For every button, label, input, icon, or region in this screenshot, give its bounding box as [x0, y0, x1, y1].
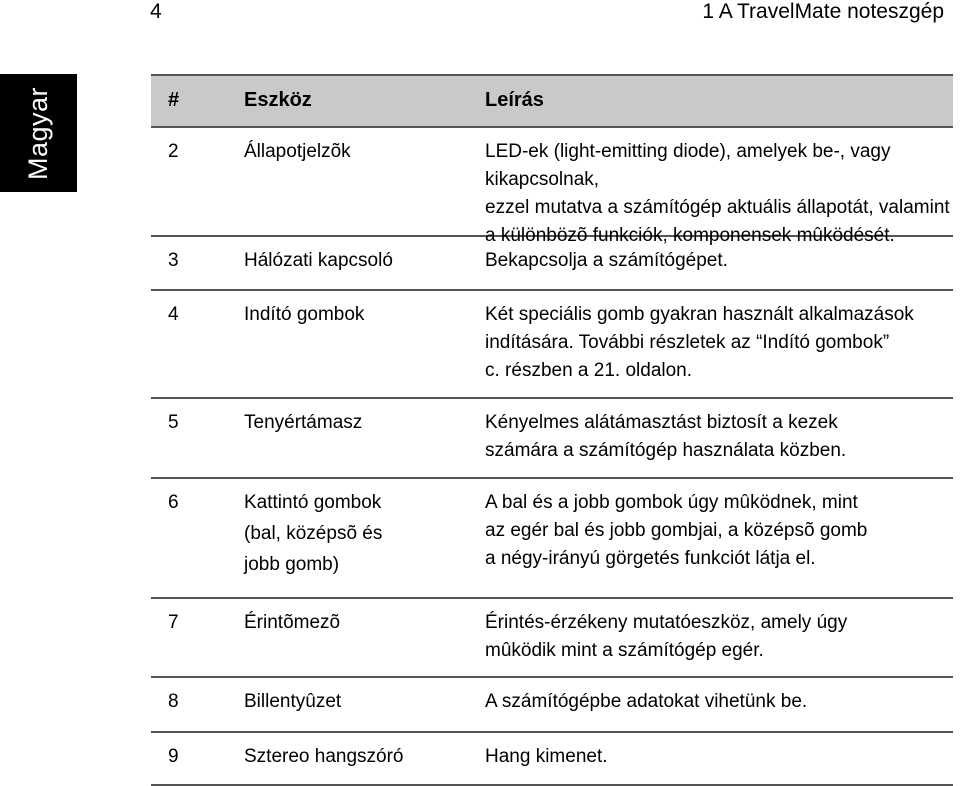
device-name [244, 409, 362, 437]
device-name-line: Kattintó gombok [244, 492, 382, 513]
device-name [244, 489, 382, 579]
description-line: c. részben a 21. oldalon. [485, 360, 693, 381]
description-line: Bekapcsolja a számítógépet. [485, 250, 728, 271]
column-header-description: Leírás [485, 89, 544, 111]
device-description [485, 138, 950, 250]
device-description [485, 301, 950, 385]
device-name-line: Hálózati kapcsoló [244, 250, 393, 271]
description-line: az egér bal és jobb gombjai, a középsõ gomb [485, 520, 868, 541]
row-number: 4 [168, 304, 179, 325]
device-description [485, 688, 950, 716]
device-name-line: Tenyértámasz [244, 412, 363, 433]
page-number: 4 [150, 0, 162, 23]
device-name [244, 301, 364, 329]
device-name [244, 609, 340, 637]
description-line: ezzel mutatva a számítógép aktuális állapotát, valamint [485, 197, 950, 218]
device-description [485, 247, 950, 275]
row-number: 7 [168, 612, 179, 633]
table-row [151, 128, 953, 246]
description-line: a különbözõ funkciók, komponensek mûködését. [485, 225, 895, 246]
device-name-line: Állapotjelzõk [244, 141, 351, 162]
table-row [151, 399, 953, 479]
device-name [244, 743, 404, 771]
language-tab [0, 74, 77, 192]
row-number: 9 [168, 746, 179, 767]
device-name [244, 138, 351, 166]
device-description [485, 489, 950, 573]
device-description [485, 743, 950, 771]
device-name-line: Sztereo hangszóró [244, 746, 404, 767]
components-table [151, 74, 953, 786]
row-number: 3 [168, 250, 179, 271]
description-line: indítására. További részletek az “Indító gombok” [485, 332, 890, 353]
column-header-number: # [168, 89, 180, 111]
description-line: A számítógépbe adatokat vihetünk be. [485, 691, 808, 712]
description-line: Kényelmes alátámasztást biztosít a kezek [485, 412, 838, 433]
row-number: 8 [168, 691, 179, 712]
table-row [151, 599, 953, 678]
table-row [151, 291, 953, 399]
description-line: a négy-irányú görgetés funkciót látja el. [485, 548, 816, 569]
table-body [151, 128, 953, 786]
device-description [485, 409, 950, 465]
table-row [151, 733, 953, 786]
device-name-line: Érintõmezõ [244, 612, 341, 633]
device-name [244, 247, 393, 275]
table-row [151, 237, 953, 291]
description-line: Hang kimenet. [485, 746, 608, 767]
description-line: Két speciális gomb gyakran használt alkalmazások [485, 304, 914, 325]
row-number: 5 [168, 412, 179, 433]
device-name-line: jobb gomb) [244, 554, 340, 575]
device-name-line: (bal, középsõ és [244, 523, 383, 544]
device-description [485, 609, 950, 665]
row-number: 2 [168, 141, 179, 162]
description-line: LED-ek (light-emitting diode), amelyek be-, vagy kikapcsolnak, [485, 141, 891, 190]
column-header-device: Eszköz [244, 89, 312, 111]
device-name [244, 688, 341, 716]
description-line: mûködik mint a számítógép egér. [485, 640, 764, 661]
description-line: A bal és a jobb gombok úgy mûködnek, mint [485, 492, 858, 513]
chapter-title: 1 A TravelMate noteszgép [702, 0, 944, 23]
device-name-line: Indító gombok [244, 304, 365, 325]
device-name-line: Billentyûzet [244, 691, 342, 712]
table-header [151, 74, 953, 128]
table-row [151, 479, 953, 599]
language-tab-label: Magyar [23, 86, 53, 180]
table-row [151, 678, 953, 733]
description-line: számára a számítógép használata közben. [485, 440, 847, 461]
row-number: 6 [168, 492, 179, 513]
description-line: Érintés-érzékeny mutatóeszköz, amely úgy [485, 612, 848, 633]
